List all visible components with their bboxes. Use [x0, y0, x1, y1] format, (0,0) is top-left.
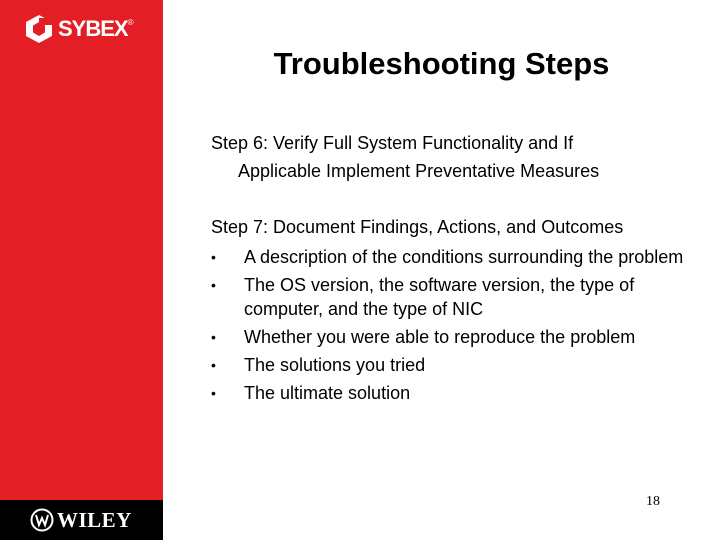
bullet-text: The solutions you tried: [244, 355, 426, 375]
slide-body: [211, 129, 691, 405]
sybex-logo-text: SYBEX: [58, 16, 128, 41]
list-item: [211, 353, 691, 377]
bullet-icon: •: [211, 385, 216, 401]
step-7-heading: Step 7: Document Findings, Actions, and Outcomes: [211, 217, 624, 237]
red-sidebar: [0, 0, 163, 540]
bullet-icon: •: [211, 329, 216, 345]
sybex-cube-icon: [24, 14, 54, 44]
wiley-footer-bar: [0, 500, 163, 540]
bullet-text: A description of the conditions surrounding the problem: [244, 247, 684, 267]
bullet-text: The OS version, the software version, the type of computer, and the type of NIC: [244, 275, 635, 319]
wiley-logo-text: WILEY: [57, 507, 132, 532]
step-7-bullet-list: [211, 245, 691, 405]
wiley-seal-icon: [30, 508, 54, 532]
slide-title: Troubleshooting Steps: [273, 46, 610, 81]
bullet-icon: •: [211, 277, 216, 293]
sybex-logo: [24, 12, 134, 46]
sybex-trademark: ®: [127, 18, 134, 27]
bullet-text: Whether you were able to reproduce the problem: [244, 327, 636, 347]
bullet-icon: •: [211, 357, 216, 373]
list-item: [211, 245, 691, 269]
step-6: [211, 129, 691, 185]
bullet-text: The ultimate solution: [244, 383, 411, 403]
step-6-line-1: Step 6: Verify Full System Functionality and If: [211, 133, 574, 153]
list-item: [211, 381, 691, 405]
bullet-icon: •: [211, 249, 216, 265]
list-item: [211, 325, 691, 349]
list-item: [211, 273, 691, 321]
page-number: 18: [646, 494, 660, 509]
step-6-line-2: Applicable Implement Preventative Measures: [238, 161, 600, 181]
